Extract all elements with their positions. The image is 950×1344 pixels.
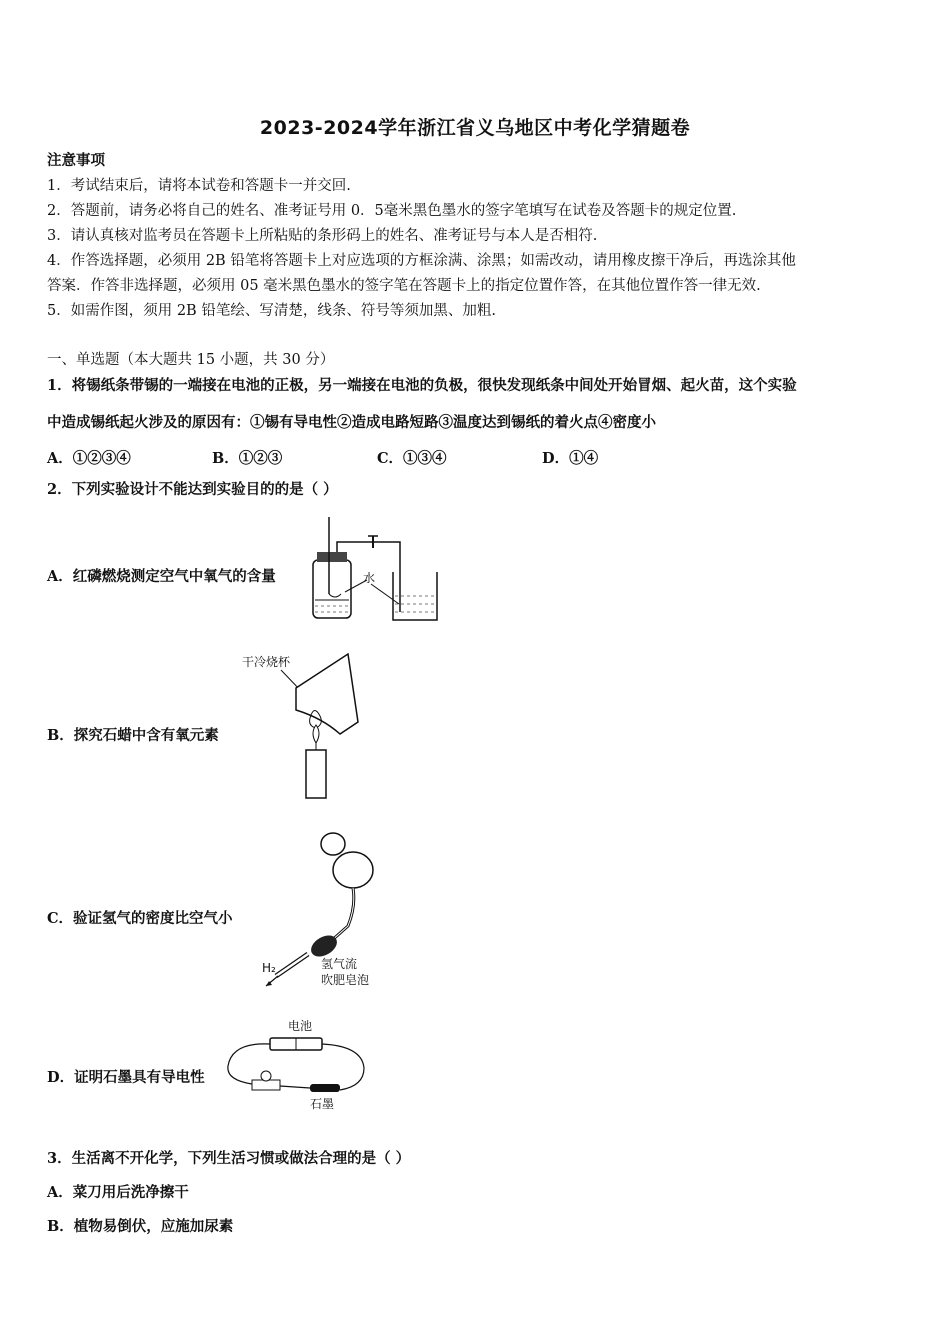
label-blow-bubbles: 吹肥皂泡 [321, 973, 370, 987]
question-2-stem: 2．下列实验设计不能达到实验目的的是（ ） [47, 481, 338, 498]
figure-candle-cold-beaker [236, 648, 366, 800]
figure-hydrogen-bubbles [258, 826, 388, 994]
notice-heading: 注意事项 [47, 152, 105, 169]
q2-option-b: B．探究石蜡中含有氧元素 [47, 727, 219, 744]
notice-item: 4．作答选择题，必须用 2B 铅笔将答题卡上对应选项的方框涂满、涂黑；如需改动，请用橡皮擦干净后，再选涂其他 [47, 253, 796, 269]
question-3-stem: 3．生活离不开化学，下列生活习惯或做法合理的是（ ） [47, 1150, 411, 1167]
q1-option-d: D．①④ [542, 450, 599, 467]
q2-option-a: A．红磷燃烧测定空气中氧气的含量 [47, 568, 276, 585]
q2-option-d: D．证明石墨具有导电性 [47, 1069, 205, 1086]
figure-red-phosphorus-apparatus [305, 512, 445, 622]
question-1-stem: 1．将锡纸条带锡的一端接在电池的正极，另一端接在电池的负极，很快发现纸条中间处开始冒烟、起火苗，这个实验 [47, 377, 797, 394]
label-h2: H₂ [262, 961, 276, 975]
q3-option-b: B．植物易倒伏，应施加尿素 [47, 1218, 234, 1235]
question-1-stem-cont: 中造成锡纸起火涉及的原因有：①锡有导电性②造成电路短路③温度达到锡纸的着火点④密度小 [47, 414, 656, 431]
q1-option-b: B．①②③ [212, 450, 283, 467]
section-heading: 一、单选题（本大题共 15 小题，共 30 分） [47, 352, 335, 368]
label-battery: 电池 [288, 1019, 313, 1033]
q3-option-a: A．菜刀用后洗净擦干 [47, 1184, 189, 1201]
notice-item: 5．如需作图，须用 2B 铅笔绘、写清楚，线条、符号等须加黑、加粗. [47, 303, 496, 319]
q1-option-c: C．①③④ [377, 450, 447, 467]
notice-item: 3．请认真核对监考员在答题卡上所粘贴的条形码上的姓名、准考证号与本人是否相符. [47, 228, 598, 244]
page-title: 2023-2024学年浙江省义乌地区中考化学猜题卷 [259, 117, 691, 139]
label-h2-flow: 氢气流 [321, 957, 358, 971]
label-graphite: 石墨 [310, 1097, 335, 1110]
label-water: 水 [363, 571, 376, 585]
figure-graphite-circuit [222, 1014, 372, 1110]
notice-item: 答案．作答非选择题，必须用 05 毫米黑色墨水的签字笔在答题卡上的指定位置作答，在其他位置作答一律无效. [47, 278, 761, 294]
q2-option-c: C．验证氢气的密度比空气小 [47, 910, 233, 927]
notice-item: 1．考试结束后，请将本试卷和答题卡一并交回. [47, 178, 351, 194]
q1-option-a: A．①②③④ [47, 450, 131, 467]
notice-item: 2．答题前，请务必将自己的姓名、准考证号用 0．5毫米黑色墨水的签字笔填写在试卷及答题卡的规定位置. [47, 203, 737, 219]
label-cold-beaker: 干冷烧杯 [242, 655, 291, 669]
